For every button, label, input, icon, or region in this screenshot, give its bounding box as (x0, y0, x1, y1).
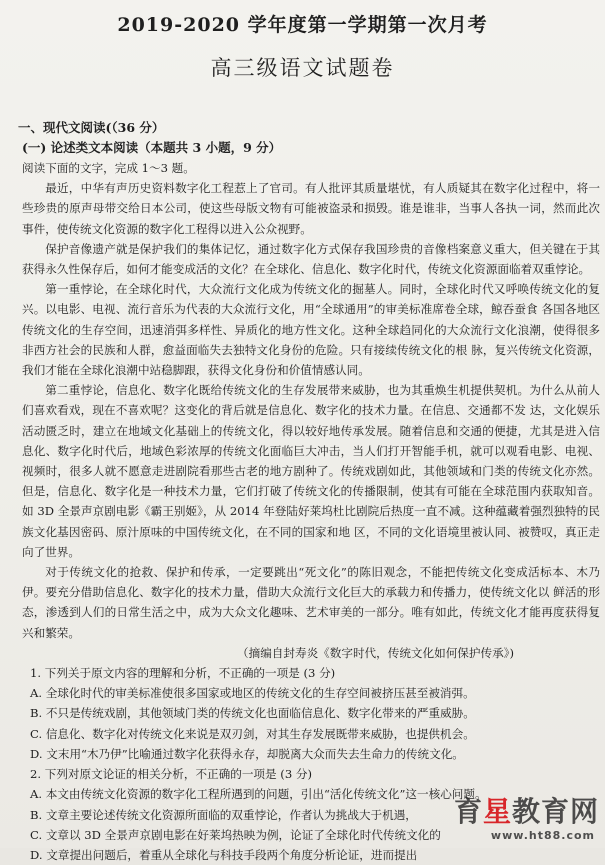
subsection-heading: (一) 论述类文本阅读（本题共 3 小题，9 分） (22, 140, 282, 155)
watermark-text-left: 育 (453, 795, 483, 828)
reading-passage (22, 158, 600, 865)
watermark-star-char: 星 (482, 795, 512, 828)
passage-paragraph-5: 对于传统文化的抢救、保护和传承，一定要跳出“死文化”的陈旧观念，不能把传统文化变成活标本、木乃伊。要充分借助信息化、数字化的技术力量，借助大众流行文化巨大的承载力和传播力，使传统文化以 鲜活的形态，渗透到人们的日常生活之中，成为大众文化趣味、艺术审美的一部分。唯有如此，传统文化才能再度获得复兴和繁荣。 (22, 565, 600, 640)
question-2-option-c: C. 文章以 3D 全景声京剧电影在好莱坞热映为例，论证了全球化时代传统文化的 (30, 827, 441, 842)
question-1-option-d: D. 文末用“木乃伊”比喻通过数字化获得永存，却脱离大众而失去生命力的传统文化。 (30, 746, 464, 761)
exam-subtitle: 高三级语文试题卷 (210, 56, 395, 80)
exam-title: 2019-2020 学年度第一学期第一次月考 (117, 14, 488, 36)
question-1-stem: 1. 下列关于原文内容的理解和分析，不正确的一项是 (3 分) (30, 666, 336, 681)
question-2-option-a: A. 本文由传统文化资源的数字化工程所遇到的问题，引出“活化传统文化”这一核心问题。 (30, 787, 487, 802)
passage-paragraph-2: 保护音像遗产就是保护我们的集体记忆，通过数字化方式保存我国珍贵的音像档案意义重大，但关键在于其获得永久性保存后，如何才能变成活的文化？在全球化、信息化、数字化时代，传统文化资源面临着双重悖论。 (22, 241, 600, 277)
question-1-option-c: C. 信息化、数字化对传统文化来说是双刃剑，对其生存发展既带来威胁，也提供机会。 (30, 726, 475, 741)
passage-source: （摘编自封寿炎《数字时代，传统文化如何保护传承》) (237, 645, 514, 660)
question-2-option-d: D. 文章提出问题后，着重从全球化与科技手段两个角度分析论证，进而提出 (30, 847, 418, 862)
passage-paragraph-4: 第二重悖论，信息化、数字化既给传统文化的生存发展带来威胁，也为其重焕生机提供契机。为什么从前人们喜欢看戏，现在不喜欢呢？这变化的背后就是信息化、数字化的技术力量。在信息、交通都不发 达，文化娱乐活动匮乏时，建立在地域文化基础上的传统文化，得以较好地传承发展。随着信息和交通的便捷，尤其是进入信息化、数字化时代后，地域色彩浓厚的传统文化面临巨大冲击，当人们打开智能手机，就可以观看电影、电视、视频时，很多人就不愿意走进剧院看那些古老的地方剧种了。传统戏剧如此，其他领域和门类的传统文化亦然。但是，信息化、数字化是一种技术力量，它们打破了传统文化的传播限制，使其有可能在全球范围内获取知音。如 3D 全景声京剧电影《霸王别姬》，从 2014 年登陆好莱坞杜比剧院后热度一直不减。这种蕴藏着强烈独特的民族文化基因密码、原汁原味的中国传统文化，在不同的国家和地 区，不同的文化语境里被认同、被赞叹，真正走向了世界。 (22, 383, 600, 559)
instruction-text: 阅读下面的文字，完成 1～3 题。 (22, 161, 195, 175)
section-heading: 一、现代文阅读(（36 分） (18, 120, 165, 135)
passage-paragraph-3: 第一重悖论，在全球化时代，大众流行文化成为传统文化的掘墓人。同时，全球化时代又呼唤传统文化的复兴。以电影、电视、流行音乐为代表的大众流行文化，用“全球通用”的审美标准席卷全球，鲸吞蚕食 各国各地区传统文化的生存空间，迅速消弭多样性、异质化的地方性文化。这种全球趋同化的大众流行文化浪潮，使得很多非西方社会的民族和人群，愈益面临失去独特文化身份的危险。只有接续传统文化的根 脉，复兴传统文化资源，我们才能在全球化浪潮中站稳脚跟，获得文化身份和价值情感认同。 (22, 282, 600, 378)
question-2-stem: 2. 下列对原文论证的相关分析，不正确的一项是 (3 分) (30, 767, 313, 782)
watermark-text-right: 教育网 (511, 795, 599, 828)
watermark-url: www.ht88.com (490, 829, 595, 842)
passage-paragraph-1: 最近，中华有声历史资料数字化工程惹上了官司。有人批评其质量堪忧，有人质疑其在数字化过程中，将一些珍贵的原声母带交给日本公司，使这些母版文物有可能被盗录和损毁。谁是谁非，当事人各执一词，然而此次事件，使传统文化资源的数字化工程得以进入公众视野。 (22, 181, 600, 236)
question-1-option-a: A. 全球化时代的审美标准使很多国家或地区的传统文化的生存空间被挤压甚至被消弭。 (30, 686, 475, 701)
question-1-option-b: B. 不只是传统戏剧，其他领域门类的传统文化也面临信息化、数字化带来的严重威胁。 (30, 706, 475, 721)
question-2-option-b: B. 文章主要论述传统文化资源所面临的双重悖论，作者认为挑战大于机遇， (30, 807, 417, 822)
